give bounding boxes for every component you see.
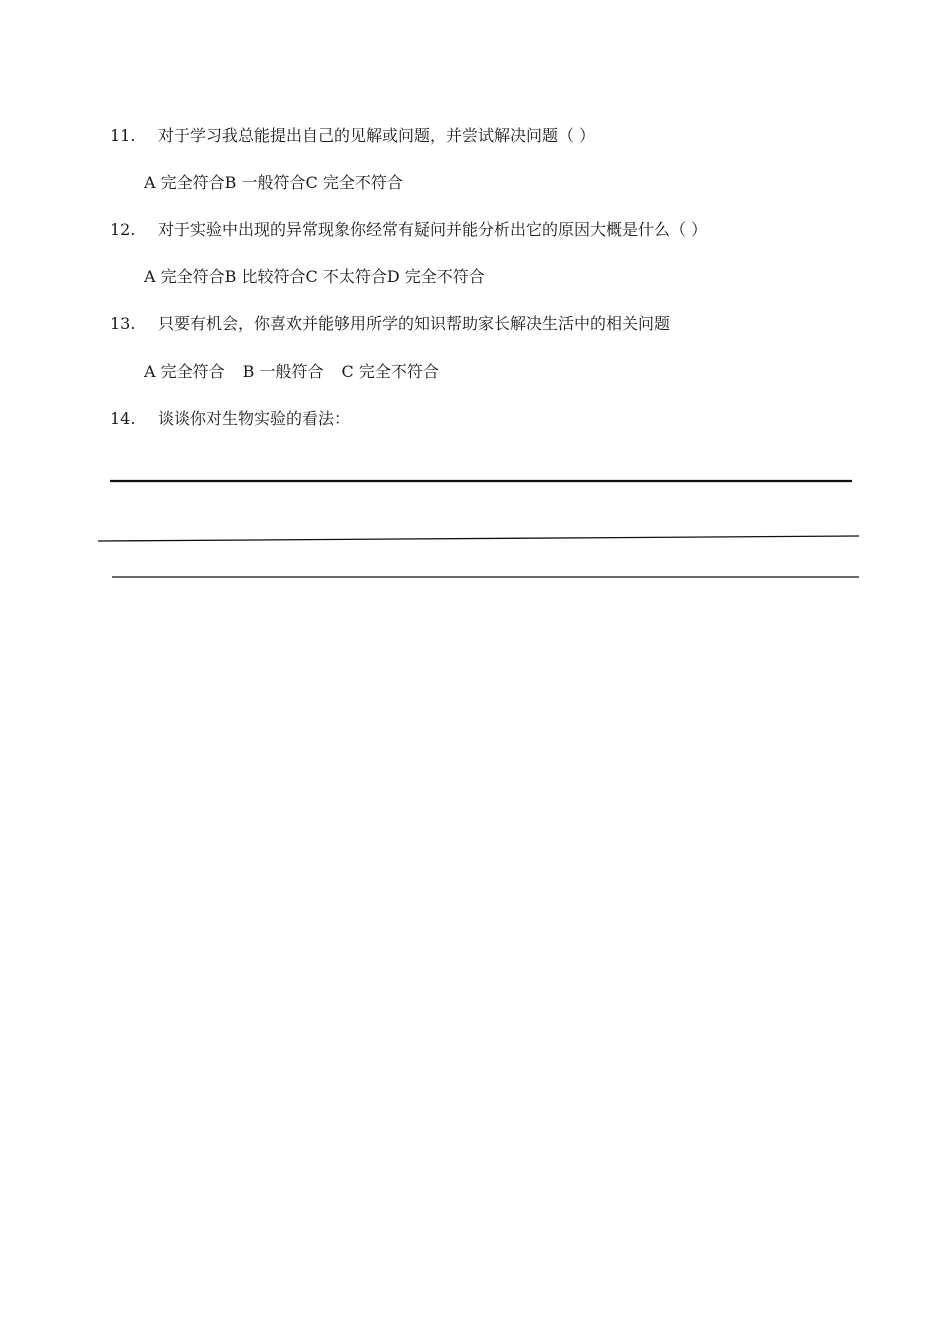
question-text: 对于实验中出现的异常现象你经常有疑问并能分析出它的原因大概是什么（ ） bbox=[158, 220, 708, 239]
option-b[interactable]: B 一般符合 bbox=[224, 173, 306, 192]
question-13-options bbox=[144, 361, 457, 383]
question-11-options bbox=[144, 172, 403, 194]
option-c[interactable]: C 完全不符合 bbox=[341, 362, 439, 381]
option-b[interactable]: B 比较符合 bbox=[224, 267, 306, 286]
option-b[interactable]: B 一般符合 bbox=[242, 362, 324, 381]
question-number: 13. bbox=[110, 314, 136, 333]
option-c[interactable]: C 完全不符合 bbox=[305, 173, 403, 192]
question-13 bbox=[110, 313, 670, 335]
option-a[interactable]: A 完全符合 bbox=[144, 173, 225, 192]
question-text: 谈谈你对生物实验的看法： bbox=[158, 409, 351, 428]
question-text: 对于学习我总能提出自己的见解或问题，并尝试解决问题（ ） bbox=[158, 126, 596, 145]
question-11 bbox=[110, 125, 595, 147]
answer-line-2[interactable] bbox=[98, 536, 859, 541]
option-d[interactable]: D 完全不符合 bbox=[386, 267, 485, 286]
option-a[interactable]: A 完全符合 bbox=[144, 267, 225, 286]
question-14 bbox=[110, 408, 350, 430]
question-text: 只要有机会，你喜欢并能够用所学的知识帮助家长解决生活中的相关问题 bbox=[158, 314, 671, 333]
option-a[interactable]: A 完全符合 bbox=[144, 362, 225, 381]
question-number: 14. bbox=[110, 409, 136, 428]
option-c[interactable]: C 不太符合 bbox=[305, 267, 387, 286]
question-number: 12. bbox=[110, 220, 136, 239]
question-12 bbox=[110, 219, 707, 241]
question-number: 11. bbox=[110, 126, 136, 145]
question-12-options bbox=[144, 266, 485, 288]
